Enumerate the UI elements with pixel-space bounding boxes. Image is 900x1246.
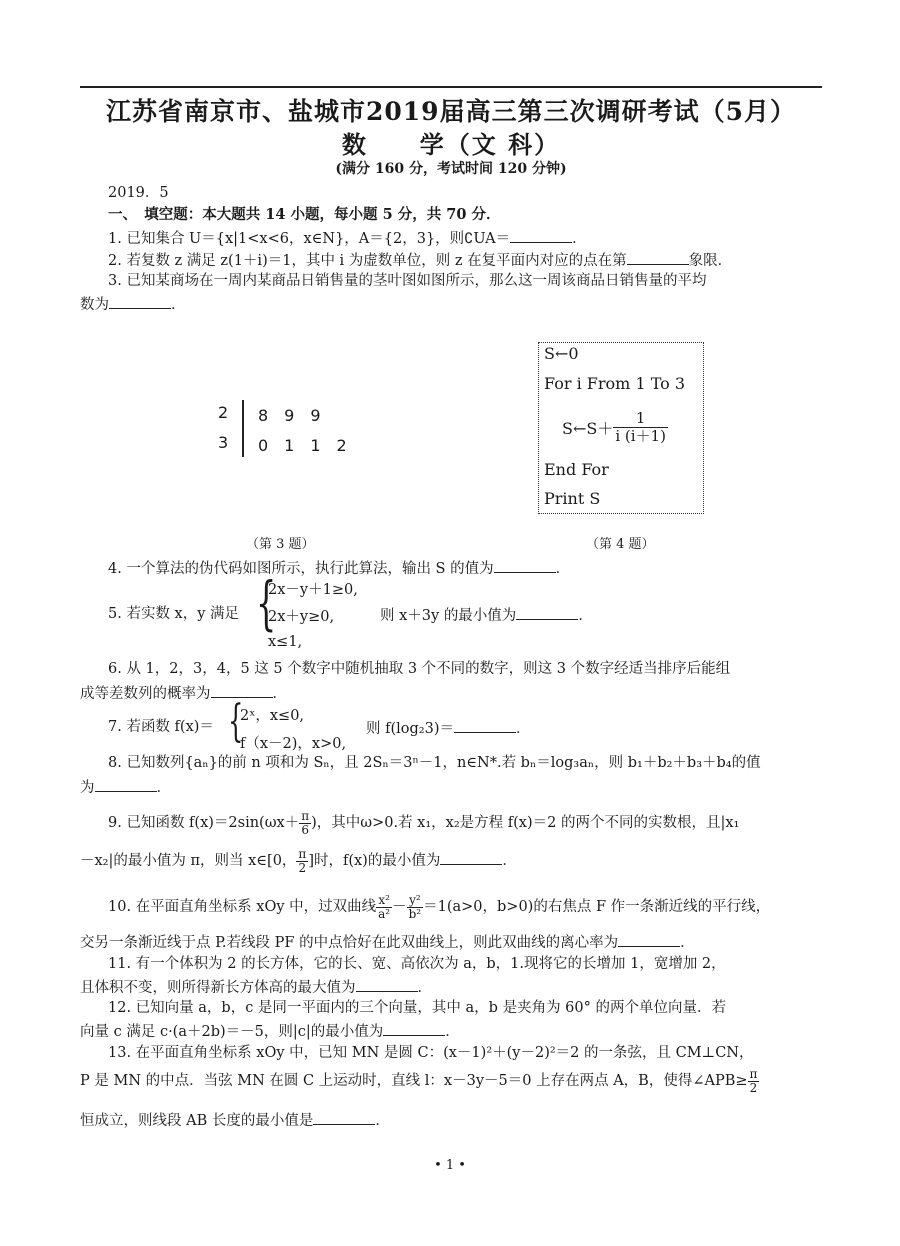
question-5-prefix: 5. 若实数 x，y 满足 bbox=[108, 606, 240, 622]
exam-date: 2019．5 bbox=[108, 185, 169, 201]
answer-blank bbox=[356, 977, 418, 992]
question-1: 1. 已知集合 U＝{x|1<x<6，x∈N}，A＝{2，3}，则∁UA＝ ． bbox=[108, 228, 587, 248]
subject-title: 数 学（文 科） bbox=[341, 130, 561, 159]
question-3-line1: 3. 已知某商场在一周内某商品日销售量的茎叶图如图所示，那么这一周该商品日销售量的平均 bbox=[108, 273, 707, 289]
question-8-line1: 8. 已知数列{aₙ}的前 n 项和为 Sₙ，且 2Sₙ＝3ⁿ－1，n∈N*.若 bₙ＝log₃aₙ，则 b₁＋b₂＋b₃＋b₄的值 bbox=[108, 755, 761, 771]
q5-constraint-1: 2x－y＋1≥0, bbox=[268, 582, 358, 598]
question-2: 2. 若复数 z 满足 z(1＋i)＝1，其中 i 为虚数单位，则 z 在复平面内对应的点在第 象限． bbox=[108, 250, 732, 270]
left-brace: { bbox=[228, 696, 244, 747]
question-3-line2: 数为 ． bbox=[80, 294, 186, 314]
question-9-line2: －x₂|的最小值为 π，则当 x∈[0， $\frac{\pi}{2}$ ]时，f(x)的最小值为 ． bbox=[80, 846, 517, 875]
question-10-line1: 10. 在平面直角坐标系 xOy 中，过双曲线 $\frac{\text{x²}}{\text{a²}}$ － $\frac{\text{y²}}{\text{b²}}$ ＝1(a>0，b>0)的右焦点 F 作一条渐近线的平行线， bbox=[108, 892, 771, 921]
question-13-line2: P 是 MN 的中点．当弦 MN 在圆 C 上运动时，直线 l：x－3y－5＝0 上存在两点 A，B，使得∠APB≥ $\frac{\pi}{2}$ bbox=[80, 1066, 758, 1095]
code-line-1: S←0 bbox=[544, 344, 579, 363]
question-12-line2: 向量 c 满足 c·(a＋2b)＝－5，则|c|的最小值为 ． bbox=[80, 1021, 460, 1041]
question-10-line2: 交另一条渐近线于点 P.若线段 PF 的中点恰好在此双曲线上，则此双曲线的离心率为 ． bbox=[80, 932, 695, 952]
code-line-5: Print S bbox=[544, 489, 601, 508]
exam-info: (满分 160 分，考试时间 120 分钟) bbox=[335, 161, 567, 177]
question-4: 4. 一个算法的伪代码如图所示，执行此算法，输出 S 的值为 ． bbox=[108, 558, 570, 578]
stem-divider bbox=[242, 400, 244, 457]
answer-blank bbox=[313, 1110, 375, 1125]
answer-blank bbox=[454, 718, 516, 733]
q5-constraint-2: 2x＋y≥0, bbox=[268, 609, 335, 625]
left-brace: { bbox=[256, 569, 277, 637]
header-rule bbox=[80, 86, 822, 88]
code-line-4: End For bbox=[544, 460, 609, 479]
question-9-line1: 9. 已知函数 f(x)＝2sin(ωx＋ $\frac{\pi}{6}$ )，其中ω>0.若 x₁，x₂是方程 f(x)＝2 的两个不同的实数根，且|x₁ bbox=[108, 808, 740, 837]
exam-title: 江苏省南京市、盐城市2019届高三第三次调研考试（5月） bbox=[106, 97, 796, 126]
answer-blank bbox=[510, 228, 572, 243]
question-5-suffix: 则 x＋3y 的最小值为 ． bbox=[380, 605, 593, 625]
question-8-line2: 为 ． bbox=[80, 777, 171, 797]
stem-row1-stem: 2 bbox=[218, 403, 229, 422]
caption-fig4: （第 4 题） bbox=[586, 537, 655, 552]
q7-case-1: 2ˣ，x≤0, bbox=[240, 708, 305, 724]
answer-blank bbox=[494, 558, 556, 573]
question-11-line2: 且体积不变，则所得新长方体高的最大值为 ． bbox=[80, 977, 432, 997]
stem-row2-leaves: 0 1 1 2 bbox=[258, 436, 347, 455]
answer-blank bbox=[618, 932, 680, 947]
caption-fig3: （第 3 题） bbox=[246, 537, 315, 552]
question-7-prefix: 7. 若函数 f(x)＝ bbox=[108, 719, 214, 735]
code-fraction: $\frac{1}{i (i+1)}$ bbox=[615, 409, 666, 445]
stem-row2-stem: 3 bbox=[218, 433, 229, 452]
page-number: • 1 • bbox=[434, 1158, 466, 1173]
q7-case-2: f（x－2)，x>0, bbox=[240, 736, 347, 752]
question-7-suffix: 则 f(log₂3)＝ ． bbox=[366, 718, 530, 738]
question-13-line1: 13. 在平面直角坐标系 xOy 中，已知 MN 是圆 C：(x－1)²＋(y－2)²＝2 的一条弦，且 CM⊥CN， bbox=[108, 1045, 754, 1061]
stem-row1-leaves: 8 9 9 bbox=[258, 406, 321, 425]
question-6-line2: 成等差数列的概率为 ． bbox=[80, 683, 287, 703]
question-11-line1: 11. 有一个体积为 2 的长方体，它的长、宽、高依次为 a，b，1.现将它的长增加 1，宽增加 2， bbox=[108, 956, 726, 972]
answer-blank bbox=[627, 250, 689, 265]
question-6-line1: 6. 从 1，2，3，4，5 这 5 个数字中随机抽取 3 个不同的数字，则这 3 个数字经适当排序后能组 bbox=[108, 661, 731, 677]
answer-blank bbox=[109, 294, 171, 309]
question-12-line1: 12. 已知向量 a，b，c 是同一平面内的三个向量，其中 a，b 是夹角为 60° 的两个单位向量．若 bbox=[108, 1000, 726, 1016]
q5-constraint-3: x≤1, bbox=[268, 634, 303, 650]
answer-blank bbox=[95, 777, 157, 792]
answer-blank bbox=[440, 850, 502, 865]
question-13-line3: 恒成立，则线段 AB 长度的最小值是 ． bbox=[80, 1110, 390, 1130]
answer-blank bbox=[383, 1021, 445, 1036]
answer-blank bbox=[516, 605, 578, 620]
section-heading: 一、 填空题：本大题共 14 小题，每小题 5 分，共 70 分． bbox=[108, 206, 501, 223]
code-line-3: S←S＋ $\frac{1}{i (i+1)}$ bbox=[562, 409, 666, 445]
code-line-2: For i From 1 To 3 bbox=[544, 374, 686, 393]
